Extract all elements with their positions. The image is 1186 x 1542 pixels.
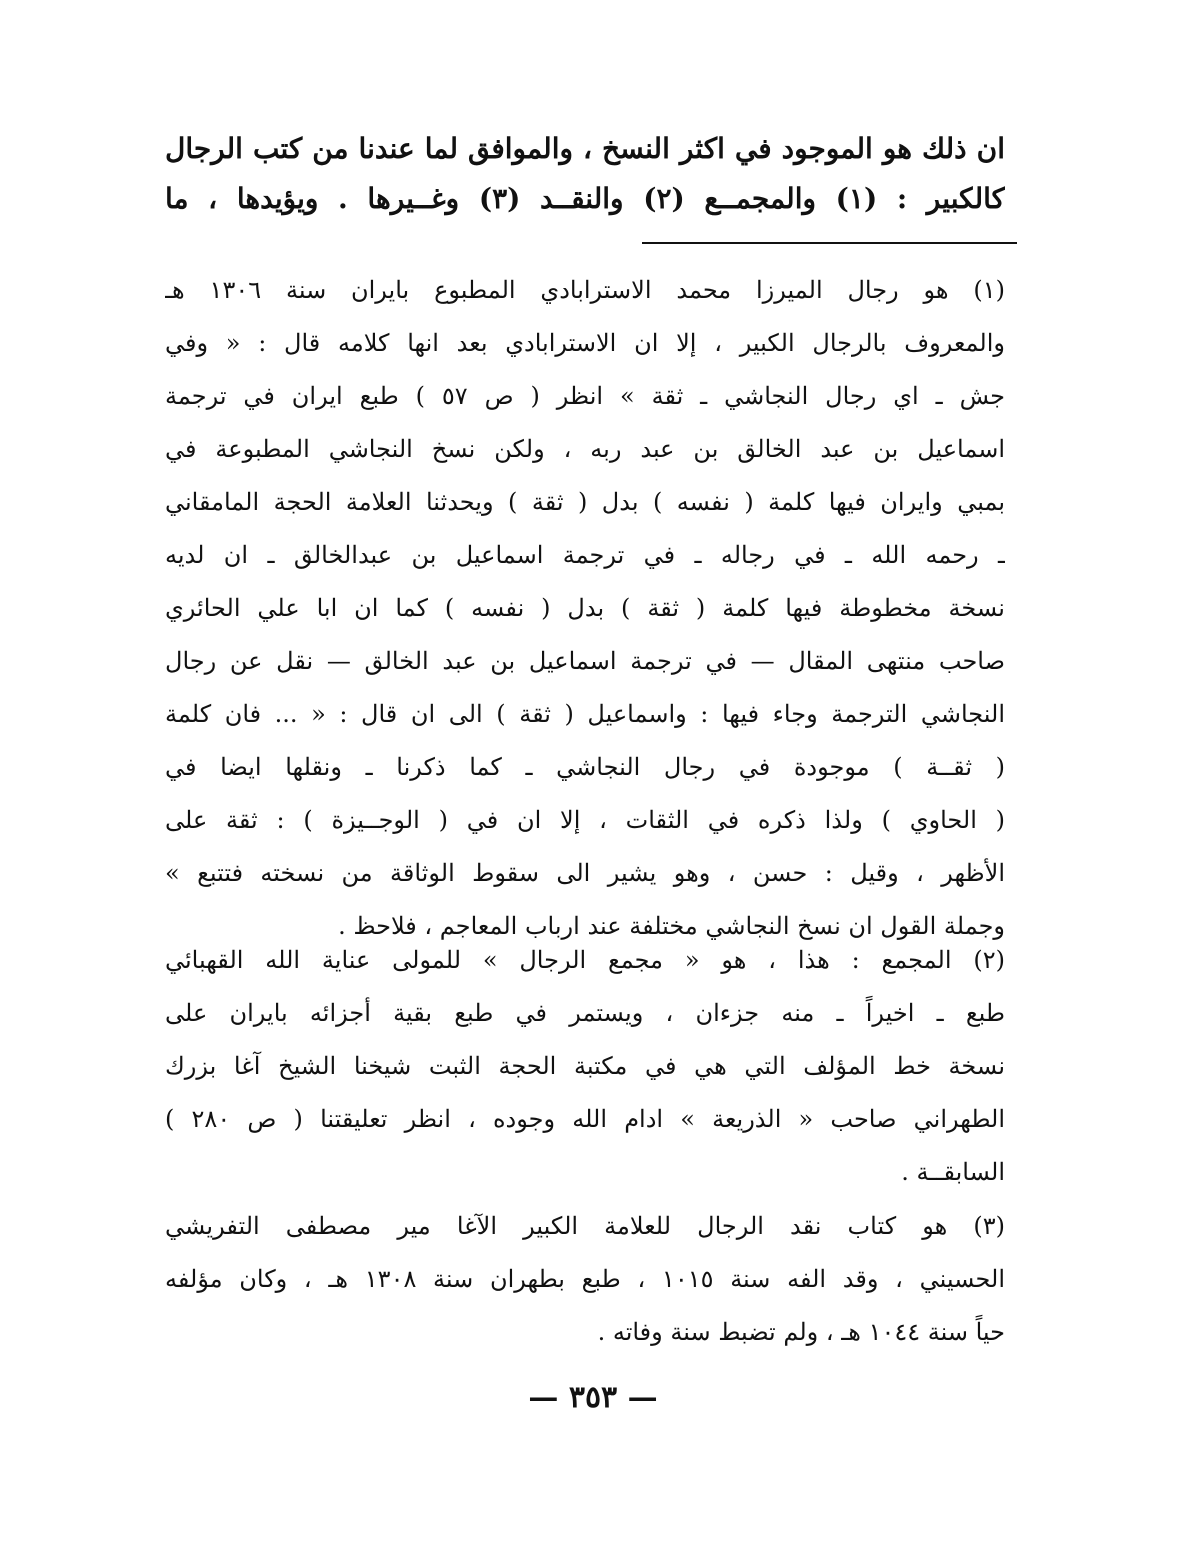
footnote-2: [165, 934, 1005, 1199]
footnote-line: ـ رحمه الله ـ في رجاله ـ في ترجمة اسماعيل بن عبدالخالق ـ ان لديه: [165, 541, 1005, 569]
footnote-line: (٢) المجمع : هذا ، هو « مجمع الرجال » للمولى عناية الله القهبائي: [165, 946, 1005, 974]
page-number: — ٣٥٣ —: [528, 1380, 658, 1415]
footnote-line: (١) هو رجال الميرزا محمد الاسترابادي المطبوع بايران سنة ١٣٠٦ هـ: [165, 276, 1005, 304]
footnote-line: صاحب منتهى المقال — في ترجمة اسماعيل بن عبد الخالق — نقل عن رجال: [165, 647, 1005, 675]
footnote-line: النجاشي الترجمة وجاء فيها : واسماعيل ( ثقة ) الى ان قال : « ... فان كلمة: [165, 700, 1005, 728]
footnote-3: [165, 1200, 1005, 1359]
footnote-line: الحسيني ، وقد الفه سنة ١٠١٥ ، طبع بطهران سنة ١٣٠٨ هـ ، وكان مؤلفه: [165, 1265, 1005, 1293]
footnote-line: والمعروف بالرجال الكبير ، إلا ان الاسترابادي بعد انها كلامه قال : « وفي: [165, 329, 1005, 357]
main-text-line: كالكبير : (١) والمجمــع (٢) والنقــد (٣) وغــيرها . ويؤيدها ، ما: [165, 182, 1005, 215]
footnote-line: ( الحاوي ) ولذا ذكره في الثقات ، إلا ان في ( الوجــيزة ) : ثقة على: [165, 806, 1005, 834]
footnote-line: (٣) هو كتاب نقد الرجال للعلامة الكبير الآغا مير مصطفى التفريشي: [165, 1212, 1005, 1240]
footnote-line: طبع ـ اخيراً ـ منه جزءان ، ويستمر في طبع بقية أجزائه بايران على: [165, 999, 1005, 1027]
footnote-line: نسخة خط المؤلف التي هي في مكتبة الحجة الثبت شيخنا الشيخ آغا بزرك: [165, 1052, 1005, 1080]
footnote-line: السابقــة .: [901, 1158, 1005, 1186]
footnote-line: حياً سنة ١٠٤٤ هـ ، ولم تضبط سنة وفاته .: [597, 1318, 1005, 1346]
main-text: [165, 124, 1005, 224]
main-text-line: ان ذلك هو الموجود في اكثر النسخ ، والموافق لما عندنا من كتب الرجال: [165, 132, 1005, 165]
footnote-line: اسماعيل بن عبد الخالق بن عبد ربه ، ولكن نسخ النجاشي المطبوعة في: [165, 435, 1005, 463]
footnote-line: الأظهر ، وقيل : حسن ، وهو يشير الى سقوط الوثاقة من نسخته فتتبع »: [165, 859, 1005, 887]
footnote-line: ( ثقــة ) موجودة في رجال النجاشي ـ كما ذكرنا ـ ونقلها ايضا في: [165, 753, 1005, 781]
footnote-line: نسخة مخطوطة فيها كلمة ( ثقة ) بدل ( نفسه ) كما ان ابا علي الحائري: [165, 594, 1005, 622]
footnote-1: [165, 264, 1005, 953]
footnote-line: الطهراني صاحب « الذريعة » ادام الله وجوده ، انظر تعليقتنا ( ص ٢٨٠ ): [165, 1105, 1005, 1133]
footnote-line: وجملة القول ان نسخ النجاشي مختلفة عند ارباب المعاجم ، فلاحظ .: [338, 912, 1005, 940]
footnote-separator-rule: [642, 242, 1017, 244]
footnote-line: جش ـ اي رجال النجاشي ـ ثقة » انظر ( ص ٥٧ ) طبع ايران في ترجمة: [165, 382, 1005, 410]
footnote-line: بمبي وايران فيها كلمة ( نفسه ) بدل ( ثقة ) ويحدثنا العلامة الحجة المامقاني: [165, 488, 1005, 516]
